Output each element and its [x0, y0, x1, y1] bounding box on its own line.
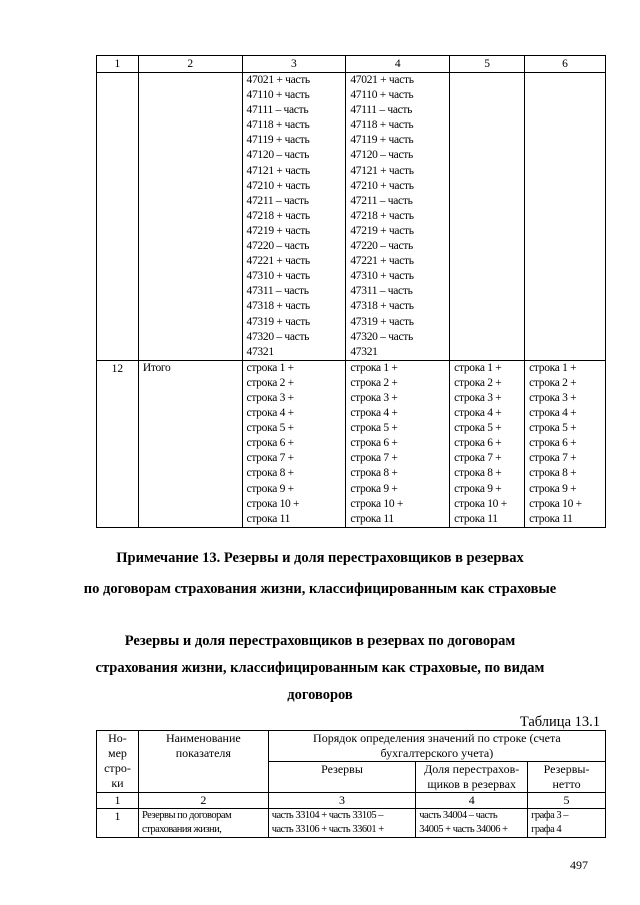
line-item: строка 11 [454, 512, 498, 525]
accounts-list-col4 [346, 73, 450, 361]
line-item: строка 4 + [529, 407, 577, 420]
net-formula: графа 3 – графа 4 [528, 809, 606, 838]
line-item: строка 11 [350, 512, 394, 525]
continuation-table [96, 55, 606, 528]
line-item: 47118 + часть [350, 119, 414, 132]
line-item: строка 8 + [529, 467, 577, 480]
line-item: строка 4 + [454, 407, 502, 420]
line-item: 47211 – часть [350, 194, 413, 207]
line-item: строка 2 + [246, 376, 294, 389]
line-item: 47220 – часть [350, 240, 413, 253]
table-13-1 [96, 730, 606, 838]
line-item: 47311 – часть [350, 285, 413, 298]
line-item: 47111 – часть [350, 104, 413, 117]
line-item: строка 6 + [350, 437, 398, 450]
col-header-6: 6 [525, 56, 606, 73]
row-label: Итого [138, 360, 242, 527]
line-item: строка 8 + [350, 467, 398, 480]
row-number: 1 [97, 809, 139, 838]
line-item: 47021 + часть [350, 74, 414, 86]
line-item: 47318 + часть [246, 300, 310, 313]
col-header-3: 3 [242, 56, 346, 73]
reinsurers-formula: часть 34004 – часть 34005 + часть 34006 + [416, 809, 528, 838]
section-heading-line3: договоров [287, 687, 353, 703]
col-num-5: 5 [528, 793, 606, 809]
col-num-3: 3 [268, 793, 416, 809]
line-item: строка 1 + [246, 361, 294, 374]
line-item: строка 3 + [454, 391, 502, 404]
line-item: 47321 [350, 345, 378, 358]
line-item: строка 2 + [350, 376, 398, 389]
line-item: 47118 + часть [246, 119, 310, 132]
header-order: Порядок определения значений по строке (счета бухгалтерского учета) [268, 731, 605, 762]
line-item: строка 9 + [529, 482, 577, 495]
line-item: строка 5 + [246, 422, 294, 435]
line-item: строка 7 + [246, 452, 294, 465]
line-item: строка 6 + [454, 437, 502, 450]
line-item: 47310 + часть [246, 270, 310, 283]
col-header-5: 5 [450, 56, 525, 73]
col-num-4: 4 [416, 793, 528, 809]
line-item: строка 9 + [350, 482, 398, 495]
column-number-row [97, 793, 606, 809]
line-item: 47210 + часть [246, 179, 310, 192]
line-item: 47110 + часть [246, 89, 310, 102]
line-item: 47219 + часть [246, 224, 310, 237]
header-row-number: Но- мер стро- ки [97, 731, 139, 793]
line-item: 47319 + часть [350, 315, 414, 328]
line-item: строка 8 + [246, 467, 294, 480]
line-item: строка 6 + [246, 437, 294, 450]
line-item: 47310 + часть [350, 270, 414, 283]
line-item: 47220 – часть [246, 240, 310, 253]
line-item: строка 4 + [246, 407, 294, 420]
line-item: 47110 + часть [350, 89, 414, 102]
line-item: 47219 + часть [350, 224, 414, 237]
line-item: строка 5 + [529, 422, 577, 435]
subheader-reserves: Резервы [268, 762, 416, 793]
table-label: Таблица 13.1 [519, 714, 600, 730]
line-item: 47119 + часть [350, 134, 414, 147]
total-formula-col3 [242, 360, 346, 527]
total-row [97, 360, 606, 527]
line-item: строка 9 + [246, 482, 294, 495]
accounts-list-col3 [242, 73, 346, 361]
line-item: строка 11 [246, 512, 291, 525]
line-item: строка 6 + [529, 437, 577, 450]
line-item: 47120 – часть [246, 149, 310, 162]
subheader-reinsurers-share: Доля перестрахов- щиков в резервах [416, 762, 528, 793]
line-item: 47221 + часть [246, 255, 310, 268]
line-item: строка 2 + [529, 376, 577, 389]
line-item: строка 9 + [454, 482, 502, 495]
line-item: 47318 + часть [350, 300, 414, 313]
line-item: 47320 – часть [246, 330, 310, 343]
line-item: строка 7 + [529, 452, 577, 465]
line-item: 47218 + часть [350, 209, 414, 222]
line-item: строка 1 + [529, 361, 577, 374]
line-item: строка 7 + [350, 452, 398, 465]
line-item: строка 10 + [350, 497, 404, 510]
section-heading-line1: Резервы и доля перестраховщиков в резервах по договорам [124, 633, 516, 649]
subheader-net-reserves: Резервы- нетто [528, 762, 606, 793]
line-item: строка 1 + [350, 361, 398, 374]
line-item: 47319 + часть [246, 315, 310, 328]
table-header-row [97, 731, 606, 762]
reserves-formula: часть 33104 + часть 33105 – часть 33106 + часть 33601 + [268, 809, 416, 838]
line-item: 47320 – часть [350, 330, 413, 343]
line-item: строка 5 + [454, 422, 502, 435]
line-item: строка 3 + [246, 391, 294, 404]
line-item: строка 11 [529, 512, 573, 525]
line-item: 47121 + часть [350, 164, 414, 177]
accounts-row [97, 73, 606, 361]
line-item: строка 7 + [454, 452, 502, 465]
col-header-2: 2 [138, 56, 242, 73]
line-item: 47321 [246, 345, 274, 358]
total-formula-col5 [450, 360, 525, 527]
empty-cell [97, 73, 139, 361]
column-number-row [97, 56, 606, 73]
line-item: 47211 – часть [246, 194, 309, 207]
line-item: 47021 + часть [246, 74, 310, 86]
line-item: строка 2 + [454, 376, 502, 389]
line-item: строка 8 + [454, 467, 502, 480]
line-item: строка 10 + [454, 497, 507, 510]
col-num-2: 2 [138, 793, 268, 809]
line-item: 47120 – часть [350, 149, 413, 162]
line-item: 47111 – часть [246, 104, 309, 117]
line-item: строка 3 + [350, 391, 398, 404]
empty-cell [525, 73, 606, 361]
col-header-4: 4 [346, 56, 450, 73]
line-item: 47119 + часть [246, 134, 310, 147]
note-heading-line2: по договорам страхования жизни, классифицированным как страховые [83, 581, 557, 597]
page-number: 497 [570, 858, 588, 872]
total-formula-col6 [525, 360, 606, 527]
empty-cell [138, 73, 242, 361]
line-item: строка 4 + [350, 407, 398, 420]
header-indicator-name: Наименование показателя [138, 731, 268, 793]
empty-cell [450, 73, 525, 361]
section-heading-line2: страхования жизни, классифицированным как страховые, по видам [95, 660, 545, 676]
col-num-1: 1 [97, 793, 139, 809]
line-item: 47218 + часть [246, 209, 310, 222]
line-item: строка 3 + [529, 391, 577, 404]
line-item: строка 5 + [350, 422, 398, 435]
note-heading-line1: Примечание 13. Резервы и доля перестраховщиков в резервах [116, 550, 524, 566]
indicator-name: Резервы по договорам страхования жизни, [138, 809, 268, 838]
line-item: 47311 – часть [246, 285, 309, 298]
row-number: 12 [97, 360, 139, 527]
line-item: 47221 + часть [350, 255, 414, 268]
line-item: 47210 + часть [350, 179, 414, 192]
total-formula-col4 [346, 360, 450, 527]
line-item: строка 1 + [454, 361, 502, 374]
table-row [97, 809, 606, 838]
col-header-1: 1 [97, 56, 139, 73]
line-item: строка 10 + [529, 497, 582, 510]
line-item: 47121 + часть [246, 164, 310, 177]
line-item: строка 10 + [246, 497, 300, 510]
